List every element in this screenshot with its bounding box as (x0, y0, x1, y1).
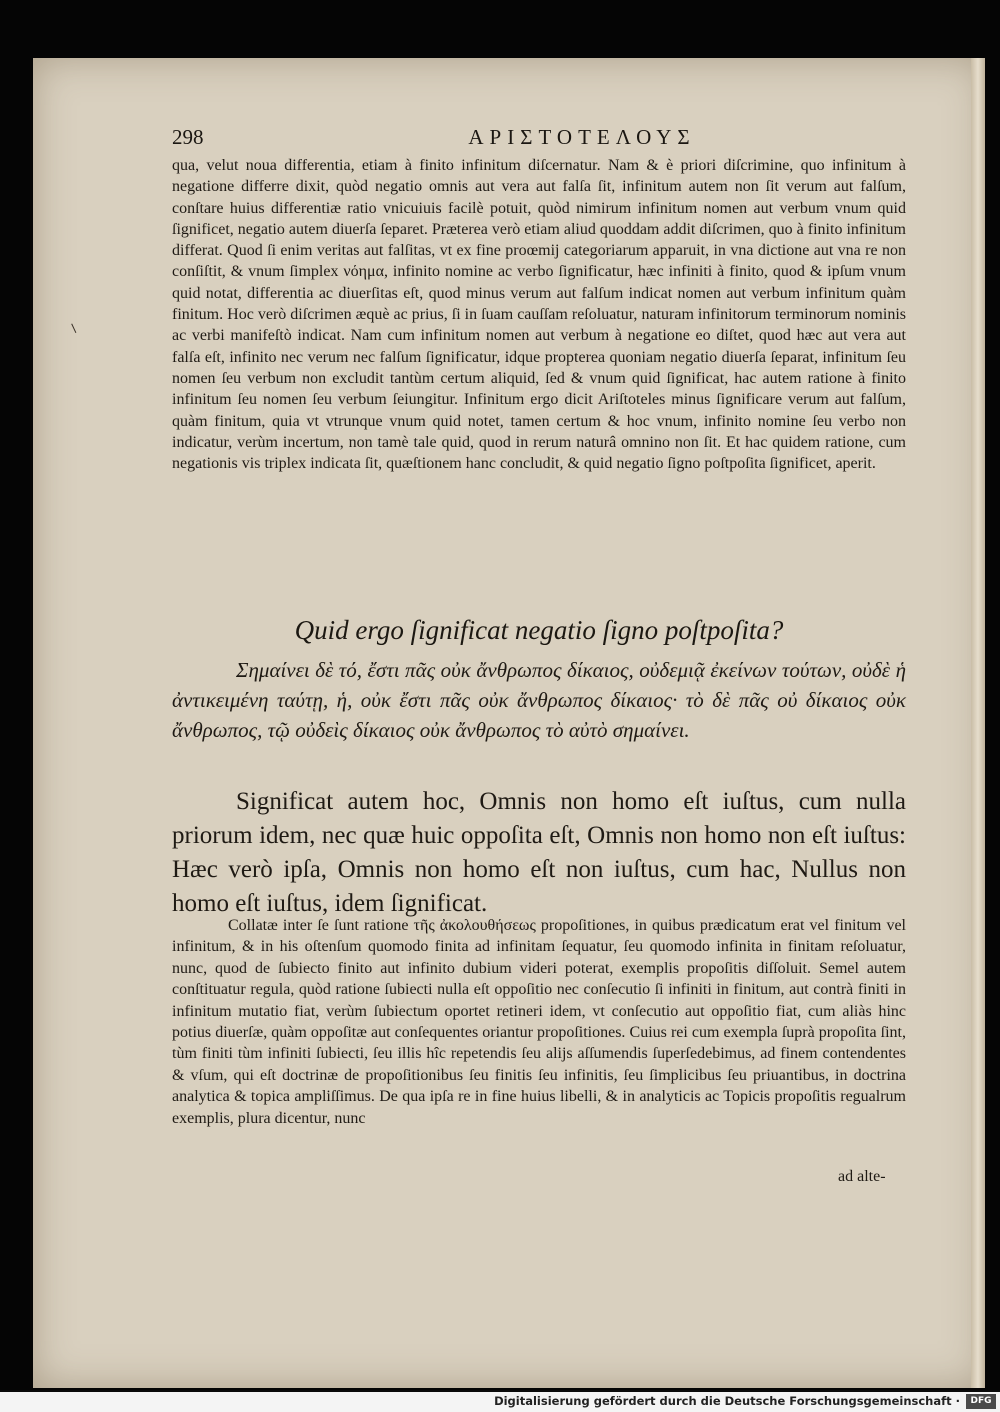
catchword: ad alte- (838, 1168, 886, 1185)
commentary-paragraph (172, 155, 906, 474)
latin-translation: Significat autem hoc, Omnis non homo eſt iuſtus, cum nulla priorum idem, nec quæ huic oppoſita eſt, Omnis non homo non eſt iuſtus: Hæc verò ipſa, Omnis non homo eſt non iuſtus, cum hac, Nullus non homo eſt iuſtus, idem ſignificat. (172, 788, 906, 917)
commentary-text: qua, velut noua differentia, etiam à finito infinitum diſcernatur. Nam & è priori diſcrimine, quo infinitum à negatione differre dixit, quòd negatio omnis aut vera aut falſa ſit, infinitum autem non ſit verum aut falſum, conſtare huius differentiæ ratio vnicuiuis facilè potuit, quòd nimirum infinitum nomen aut verbum vnum quid ſignificet, negatio autem diuerſa ſeparet. Præterea verò etiam aliud quoddam addit diſcrimen, quo à finito infinitum differat. Quod ſi enim veritas aut falſitas, vt ex fine proœmij categoriarum apparuit, in vna dictione aut vna re non conſiſtit, & vnum ſimplex νόημα, infinito nomine ac verbo ſignificatur, hæc infiniti à finito, quod & ipſum vnum quid notat, differentia ac diuerſitas eſt, quod minus verum aut falſum indicat nomen aut verbum infinitum quàm finitum. Hoc verò diſcrimen æquè ac prius, ſi in ſuam cauſſam reſoluatur, naturam infinitorum terminorum nominis ac verbi manifeſtò indicat. Nam cum infinitum nomen aut verbum à negatione eo diſtet, quod hæc aut vera aut falſa eſt, infinito nec verum nec falſum ſignificatur, idque propterea quoniam negatio diuerſa ſeparat, infinitum ſeu nomen ſeu verbum non excludit tantùm certum aliquid, ſed & vnum quid ſignificat, hac autem ratione à finito infinitum ſeu nomen ſeu verbum ſeiungitur. Infinitum ergo dicit Ariſtoteles minus ſignificare verum aut falſum, quàm finitum, quia vt vtrunque vnum quid notet, tamen certum & hoc vnum, infinito nomine ſeu verbo non indicatur, verùm incertum, non tamè tale quid, quod in rerum naturâ omnino non ſit. Et hac quidem ratione, cum negationis vis triplex indicata ſit, quæſtionem hanc concludit, & quid negatio ſigno poſtpoſita ſignificet, aperit. (172, 157, 906, 473)
question-heading: Quid ergo ſignificat negatio ſigno poſtpoſita? (294, 615, 784, 645)
greek-quotation: Σημαίνει δὲ τό, ἔστι πᾶς οὐκ ἄνθρωπος δίκαιος, οὐδεμιᾷ ἐκείνων τούτων, οὐδὲ ἡ ἀντικειμένη ταύτῃ, ἡ, οὐκ ἔστι πᾶς οὐκ ἄνθρωπος δίκαιος· τὸ δὲ πᾶς οὐ δίκαιος οὐκ ἄνθρωπος, τῷ οὐδεὶς δίκαιος οὐκ ἄνθρωπος τὸ αὐτὸ σημαίνει. (172, 658, 906, 742)
dfg-logo: DFG (966, 1394, 996, 1409)
page-number: 298 (172, 125, 204, 149)
footer-bar (0, 1392, 1000, 1412)
running-head (172, 125, 912, 155)
footer-credit: Digitalisierung gefördert durch die Deutsche Forschungsgemeinschaft · (494, 1394, 960, 1408)
commentary-paragraph-2: Collatæ inter ſe ſunt ratione τῆς ἀκολουθήσεως propoſitiones, in quibus prædicatum erat vel finitum vel infinitum, & in his oſtenſum quomodo finita ad infinitam ſequatur, ſeu quomodo infinita in finitam reſoluatur, nunc, quod de ſubiecto finito aut infinito dubium videri poterat, exemplis propoſitis diſſoluit. Semel autem conſtituatur regula, quòd ratione ſubiecti nulla eſt oppoſitio nec conſecutio ſi infiniti in finitum, aut contrà finiti in infinitum mutatio fiat, verùm ſubiectum oportet retineri idem, vt conſecutio aut oppoſitio fiat, cum aliàs hinc potius diuerſæ, quàm oppoſitæ aut conſequentes oriantur propoſitiones. Cuius rei cum exempla ſuprà propoſita ſint, tùm finiti tùm infiniti ſubiecti, ſeu illis hîc repetendis ſeu alijs aſſumendis ſuperſedebimus, ad finem contendentes & vſum, qui eſt doctrinæ de propoſitionibus ſeu finitis ſeu infinitis, ſeu ſimplicibus ſeu priuantibus, in doctrina analytica & topica ampliſſimus. De qua ipſa re in fine huius libelli, & in analyticis ac Topicis propoſitis regualrum exemplis, plura dicentur, nunc (172, 917, 906, 1127)
header-title: ΑΡΙΣΤΟΤΕΛΟΥΣ (468, 125, 696, 149)
page-edge (971, 58, 985, 1388)
